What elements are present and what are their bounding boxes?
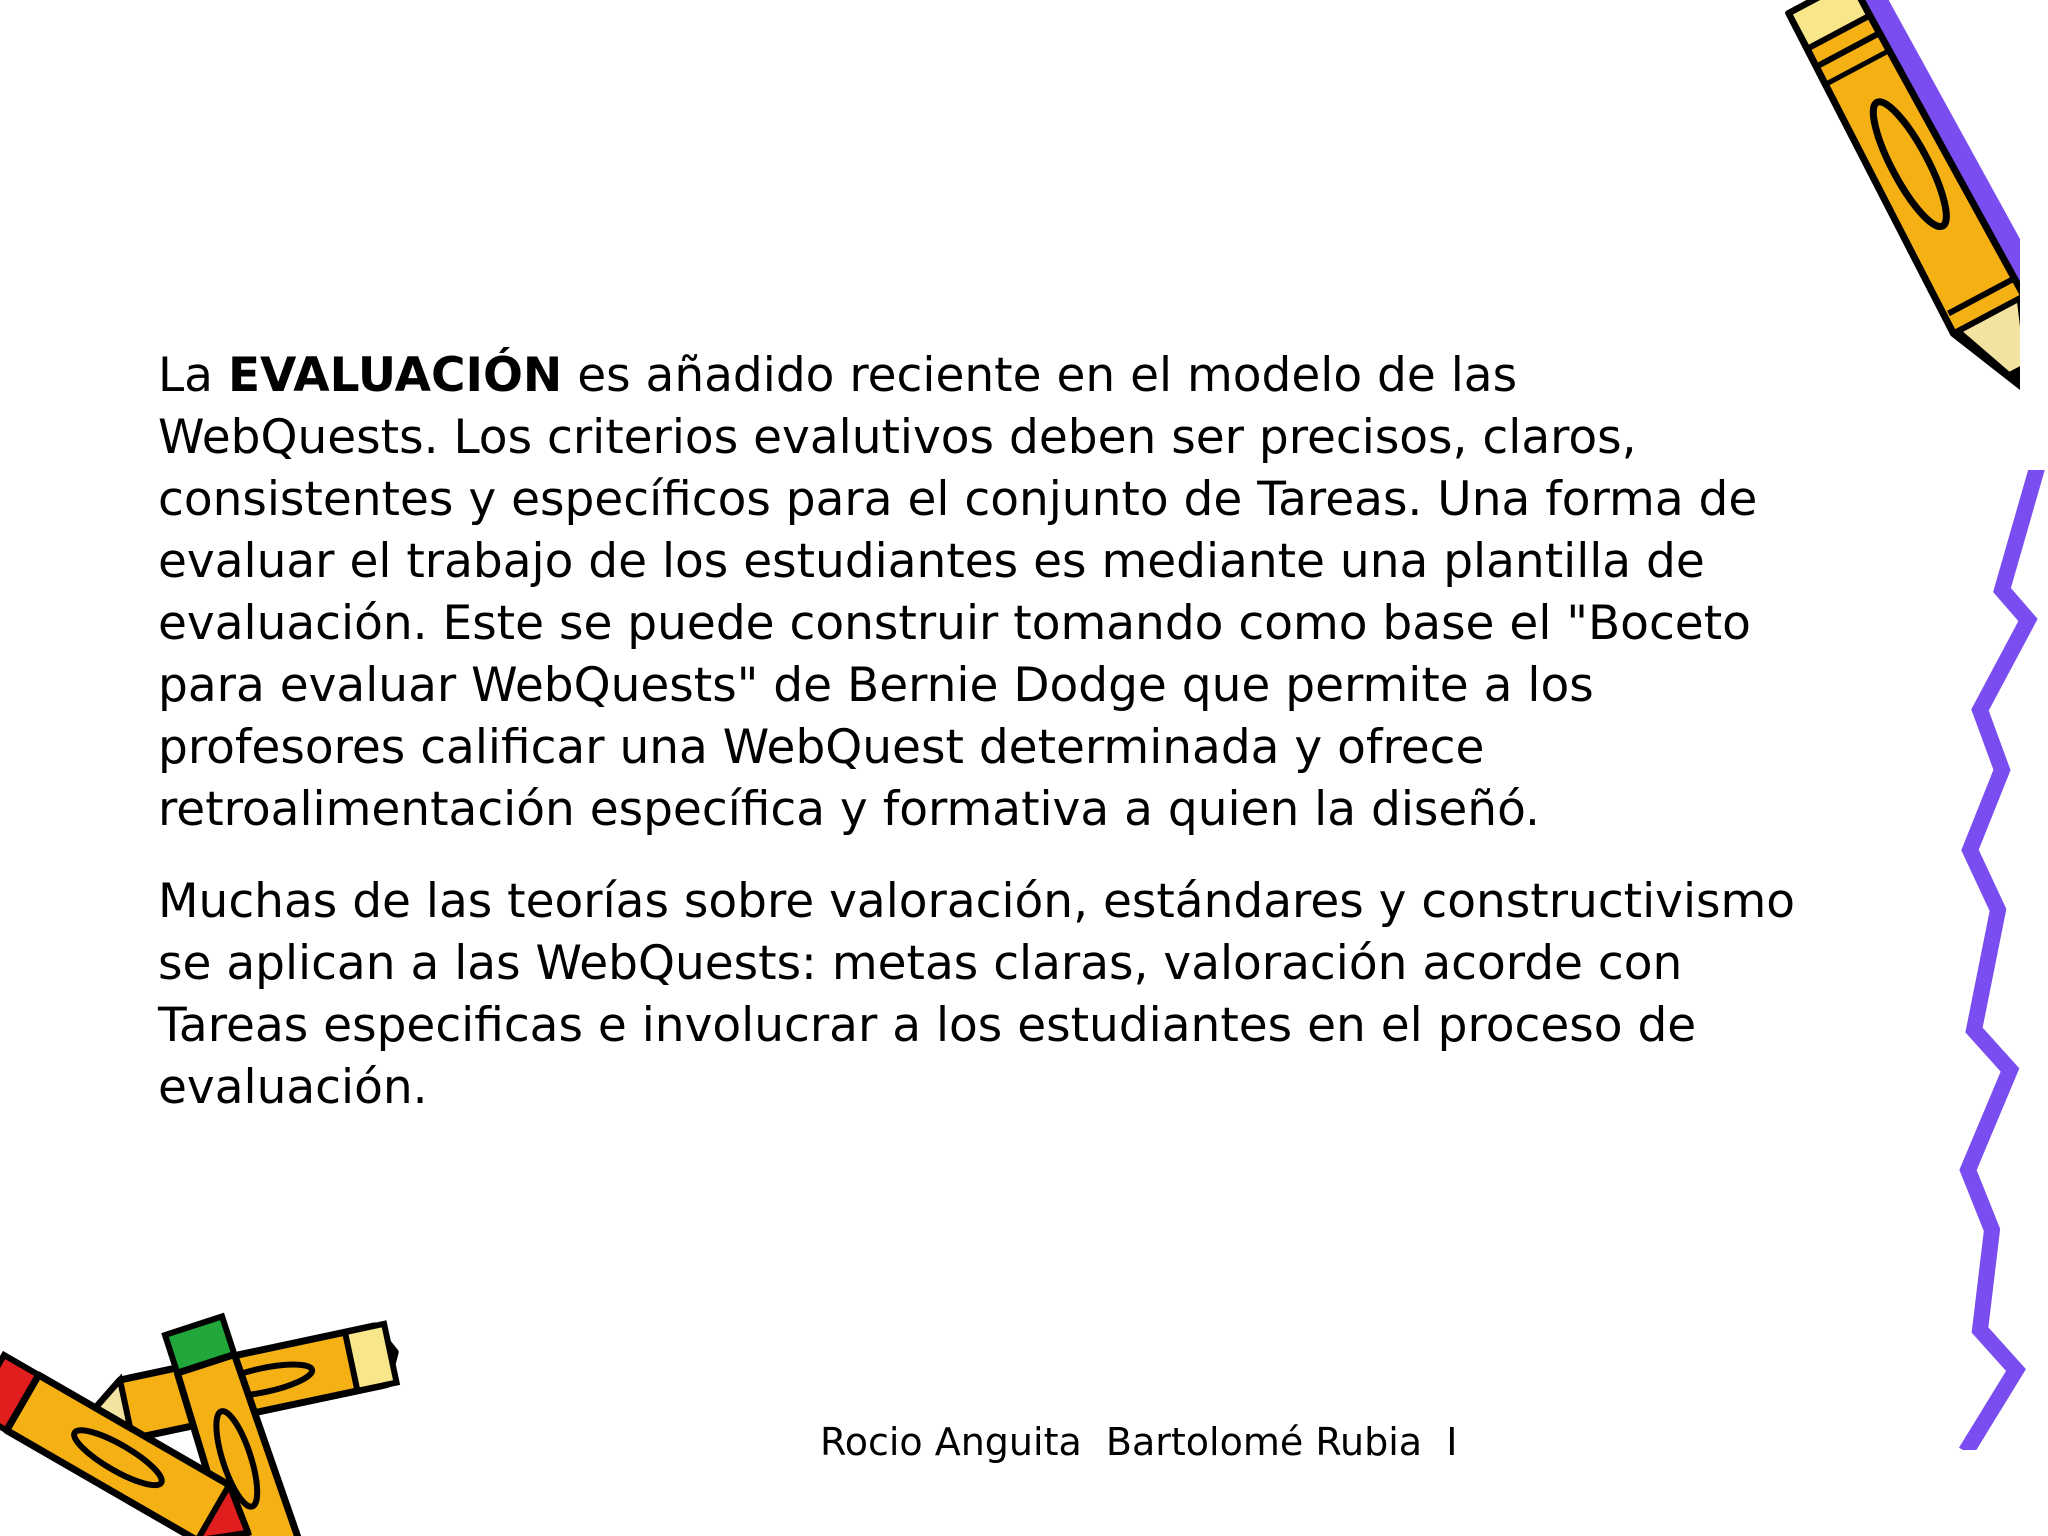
emphasis-term: EVALUACIÓN bbox=[227, 348, 563, 403]
paragraph-evaluation bbox=[158, 345, 1798, 841]
crossed-pencils-icon bbox=[0, 1240, 420, 1536]
squiggle-line bbox=[1940, 470, 2048, 1450]
paragraph-theories: Muchas de las teorías sobre valoración, estándares y constructivismo se aplican a las WebQuests: metas claras, valoración acorde con Tareas especificas e involucrar a los estudiantes en el proceso de evaluación. bbox=[158, 874, 1796, 1115]
paragraph-prefix: La bbox=[158, 348, 228, 403]
slide-body bbox=[158, 345, 1798, 1149]
paragraph-text: es añadido reciente en el modelo de las WebQuests. Los criterios evalutivos deben ser precisos, claros, consistentes y específicos para el conjunto de Tareas. Una forma de evaluar el trabajo de los estudiantes es mediante una plantilla de evaluación. Este se puede construir tomando como base el "Boceto para evaluar WebQuests" de Bernie Dodge que permite a los profesores calificar una WebQuest determinada y ofrece retroalimentación específica y formativa a quien la diseñó. bbox=[158, 348, 1758, 837]
slide-footer: Rocio Anguita Bartolomé Rubia I bbox=[820, 1420, 1458, 1464]
